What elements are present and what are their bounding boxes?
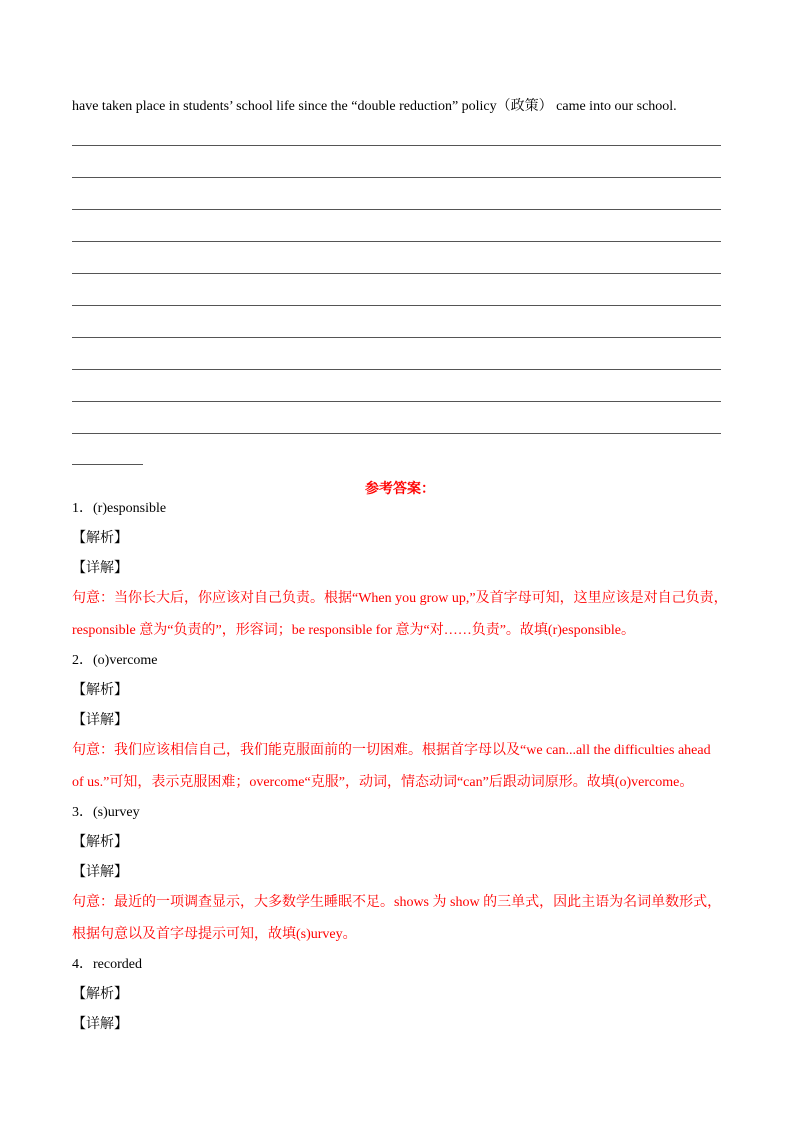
detail-label: 【详解】 bbox=[72, 865, 128, 880]
explanation-line: 句意：最近的一项调查显示，大多数学生睡眠不足。shows 为 show 的三单式，因此主语为名词单数形式， bbox=[72, 895, 722, 910]
answer-list bbox=[72, 499, 732, 1045]
explanation-line: of us.”可知，表示克服困难；overcome“克服”，动词，情态动词“can”后跟动词原形。故填(o)vercome。 bbox=[72, 775, 694, 790]
explanation-line: 句意：我们应该相信自己，我们能克服面前的一切困难。根据首字母以及“we can...all the difficulties ahead bbox=[72, 743, 711, 758]
writing-line bbox=[72, 369, 721, 370]
question-prompt-text: have taken place in students’ school life since the “double reduction” policy（政策） came into our school. bbox=[72, 99, 677, 114]
answer-number: 4．recorded bbox=[72, 957, 142, 972]
detail-label: 【详解】 bbox=[72, 1017, 128, 1032]
writing-line-short bbox=[72, 464, 143, 465]
explanation-line: 句意：当你长大后，你应该对自己负责。根据“When you grow up,”及首字母可知，这里应该是对自己负责， bbox=[72, 591, 728, 606]
explanation bbox=[72, 589, 732, 641]
writing-line bbox=[72, 337, 721, 338]
writing-line bbox=[72, 273, 721, 274]
writing-lines bbox=[72, 145, 721, 465]
writing-line bbox=[72, 177, 721, 178]
answer-item bbox=[72, 803, 732, 945]
answer-item bbox=[72, 955, 732, 1035]
analysis-label: 【解析】 bbox=[72, 987, 128, 1002]
answer-number: 2．(o)vercome bbox=[72, 653, 158, 668]
writing-line bbox=[72, 305, 721, 306]
answer-number: 3．(s)urvey bbox=[72, 805, 140, 820]
answer-key-heading: 参考答案： bbox=[365, 482, 435, 497]
writing-line bbox=[72, 433, 721, 434]
explanation bbox=[72, 741, 732, 793]
explanation-line: 根据句意以及首字母提示可知，故填(s)urvey。 bbox=[72, 927, 357, 942]
writing-line bbox=[72, 241, 721, 242]
detail-label: 【详解】 bbox=[72, 713, 128, 728]
writing-line bbox=[72, 401, 721, 402]
answer-number: 1．(r)esponsible bbox=[72, 501, 167, 516]
analysis-label: 【解析】 bbox=[72, 835, 128, 850]
explanation-line: responsible 意为“负责的”，形容词；be responsible for 意为“对……负责”。故填(r)esponsible。 bbox=[72, 623, 636, 638]
analysis-label: 【解析】 bbox=[72, 683, 128, 698]
explanation bbox=[72, 893, 732, 945]
writing-line bbox=[72, 209, 721, 210]
answer-item bbox=[72, 651, 732, 793]
analysis-label: 【解析】 bbox=[72, 531, 128, 546]
answer-item bbox=[72, 499, 732, 641]
detail-label: 【详解】 bbox=[72, 561, 128, 576]
writing-line bbox=[72, 145, 721, 146]
